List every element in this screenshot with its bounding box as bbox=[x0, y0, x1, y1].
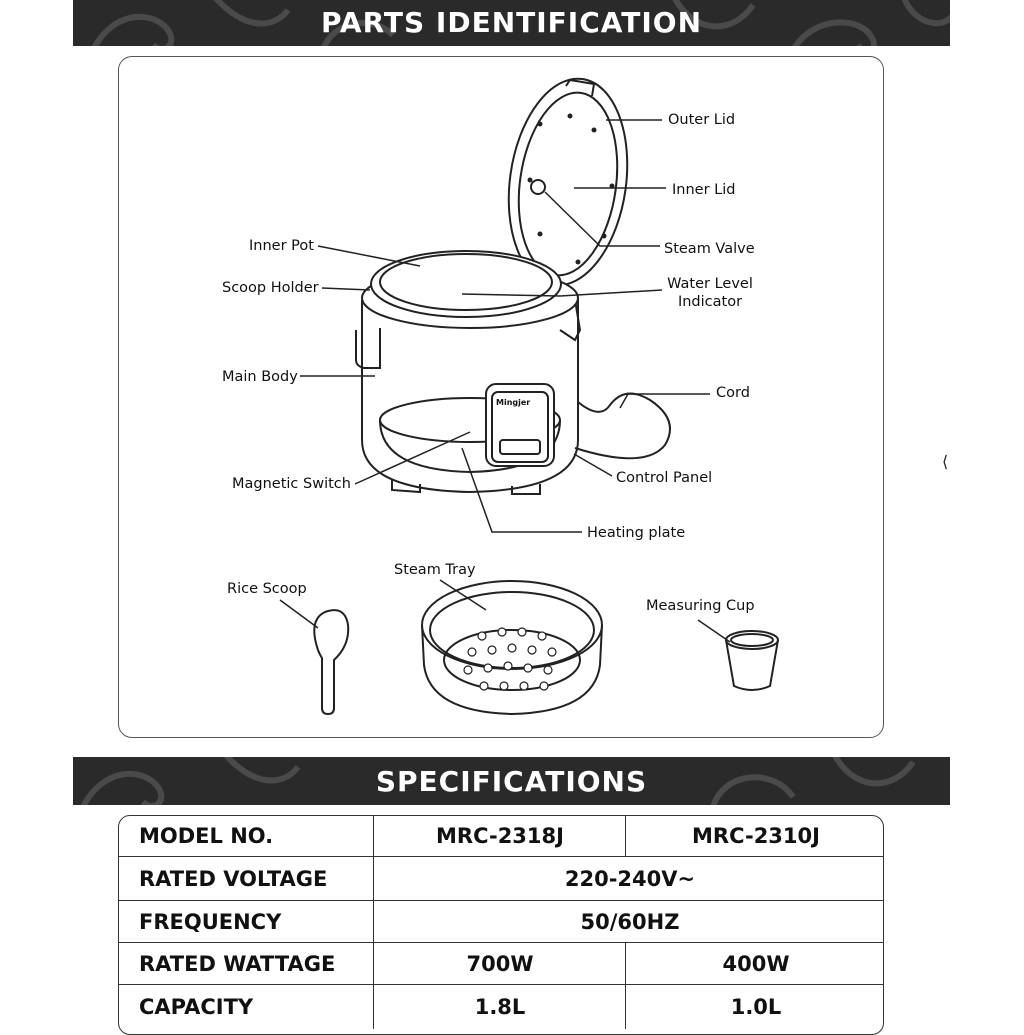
label-magnetic-switch: Magnetic Switch bbox=[232, 476, 351, 492]
label-heating-plate: Heating plate bbox=[587, 525, 686, 541]
specifications-banner bbox=[73, 757, 950, 805]
rice-scoop-drawing bbox=[280, 600, 348, 714]
spec-row-capacity bbox=[119, 984, 883, 1035]
label-rice-scoop: Rice Scoop bbox=[227, 581, 307, 597]
label-outer-lid: Outer Lid bbox=[668, 112, 736, 128]
label-scoop-holder: Scoop Holder bbox=[222, 280, 319, 296]
spec-label: FREQUENCY bbox=[139, 909, 282, 934]
spec-label: MODEL NO. bbox=[139, 824, 274, 848]
label-control-panel: Control Panel bbox=[616, 470, 713, 486]
spec-value-a: MRC-2318J bbox=[373, 816, 626, 856]
spec-row-voltage bbox=[119, 856, 883, 900]
spec-label: RATED VOLTAGE bbox=[139, 866, 328, 891]
spec-value-b: 400W bbox=[625, 943, 884, 984]
specifications-title: SPECIFICATIONS bbox=[375, 765, 648, 798]
specifications-table bbox=[118, 815, 884, 1035]
label-steam-tray: Steam Tray bbox=[394, 562, 476, 578]
label-steam-valve: Steam Valve bbox=[664, 241, 755, 257]
spec-row-wattage bbox=[119, 942, 883, 984]
spec-row-model bbox=[119, 816, 883, 856]
spec-label: CAPACITY bbox=[139, 995, 254, 1019]
label-water-level-line2: Indicator bbox=[677, 294, 743, 310]
spec-value-b: 1.0L bbox=[625, 985, 884, 1029]
label-water-level-line1: Water Level bbox=[667, 276, 753, 292]
spec-label: RATED WATTAGE bbox=[139, 951, 336, 976]
label-cord: Cord bbox=[716, 385, 750, 401]
label-water-level-indicator bbox=[660, 275, 760, 311]
control-panel-drawing bbox=[486, 384, 554, 466]
label-inner-lid: Inner Lid bbox=[672, 182, 736, 198]
spec-value: 220-240V~ bbox=[373, 857, 884, 900]
spec-row-frequency bbox=[119, 900, 883, 942]
measuring-cup-drawing bbox=[698, 620, 778, 690]
brand-logo: Mingjer bbox=[496, 398, 531, 407]
spec-value-a: 1.8L bbox=[373, 985, 626, 1029]
label-measuring-cup: Measuring Cup bbox=[646, 598, 755, 614]
label-inner-pot: Inner Pot bbox=[249, 238, 314, 254]
label-main-body: Main Body bbox=[222, 369, 298, 385]
parts-identification-title: PARTS IDENTIFICATION bbox=[320, 6, 703, 39]
spec-value-b: MRC-2310J bbox=[625, 816, 884, 856]
spec-value-a: 700W bbox=[373, 943, 626, 984]
spec-value: 50/60HZ bbox=[373, 901, 884, 942]
edge-mark-icon: ⟨ bbox=[942, 454, 949, 471]
